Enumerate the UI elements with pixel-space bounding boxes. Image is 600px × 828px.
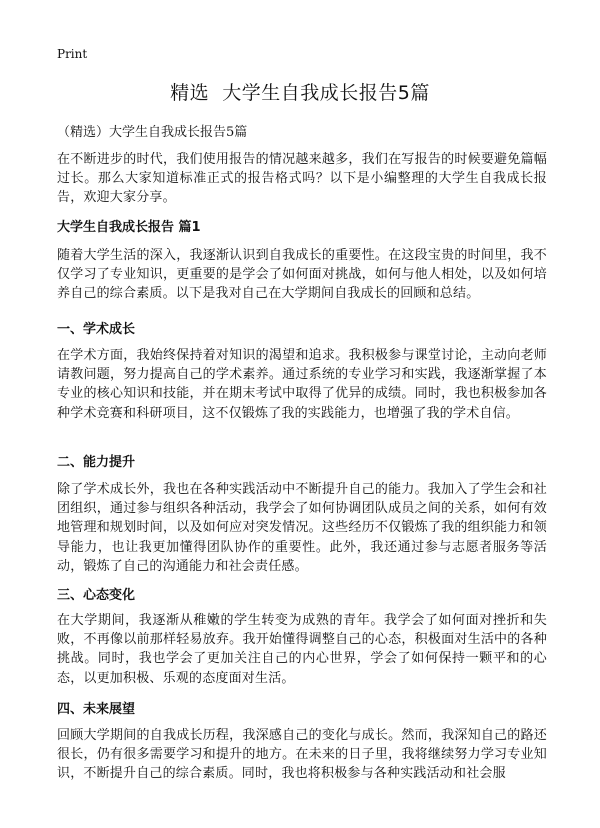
heading-ability-improvement: 二、能力提升	[57, 455, 136, 470]
print-label: Print	[57, 47, 88, 61]
heading-future-outlook: 四、未来展望	[57, 702, 136, 717]
section-heading: 大学生自我成长报告 篇1	[57, 220, 201, 235]
page-title: 精选 大学生自我成长报告5篇	[170, 82, 430, 104]
intro-paragraph: 在不断进步的时代，我们使用报告的情况越来越多，我们在写报告的时候要避免篇幅过长。那么大家知道标准正式的报告格式吗？以下是小编整理的大学生自我成长报告，欢迎大家分享。	[57, 152, 547, 206]
document-subtitle: （精选）大学生自我成长报告5篇	[57, 125, 248, 140]
paragraph-academic-growth: 在学术方面，我始终保持着对知识的渴望和追求。我积极参与课堂讨论，主动向老师请教问题，努力提高自己的学术素养。通过系统的专业学习和实践，我逐渐掌握了本专业的核心知识和技能，并在期末考试中取得了优异的成绩。同时，我也积极参加各种学术竞赛和科研项目，这不仅锻炼了我的实践能力，也增强了我的学术自信。	[57, 348, 547, 421]
paragraph-future-outlook: 回顾大学期间的自我成长历程，我深感自己的变化与成长。然而，我深知自己的路还很长，仍有很多需要学习和提升的地方。在未来的日子里，我将继续努力学习专业知识，不断提升自己的综合素质。同时，我也将积极参与各种实践活动和社会服	[57, 728, 547, 782]
heading-mindset-change: 三、心态变化	[57, 588, 136, 603]
paragraph-ability-improvement: 除了学术成长外，我也在各种实践活动中不断提升自己的能力。我加入了学生会和社团组织，通过参与组织各种活动，我学会了如何协调团队成员之间的关系，如何有效地管理和规划时间，以及如何应对突发情况。这些经历不仅锻炼了我的组织能力和领导能力，也让我更加懂得团队协作的重要性。此外，我还通过参与志愿者服务等活动，锻炼了自己的沟通能力和社会责任感。	[57, 482, 547, 574]
heading-academic-growth: 一、学术成长	[57, 322, 136, 337]
section-intro-paragraph: 随着大学生活的深入，我逐渐认识到自我成长的重要性。在这段宝贵的时间里，我不仅学习了专业知识，更重要的是学会了如何面对挑战，如何与他人相处，以及如何培养自己的综合素质。以下是我对自己在大学期间自我成长的回顾和总结。	[57, 248, 547, 302]
paragraph-mindset-change: 在大学期间，我逐渐从稚嫩的学生转变为成熟的青年。我学会了如何面对挫折和失败，不再像以前那样轻易放弃。我开始懂得调整自己的心态，积极面对生活中的各种挑战。同时，我也学会了更加关注自己的内心世界，学会了如何保持一颗平和的心态，以更加积极、乐观的态度面对生活。	[57, 613, 547, 686]
